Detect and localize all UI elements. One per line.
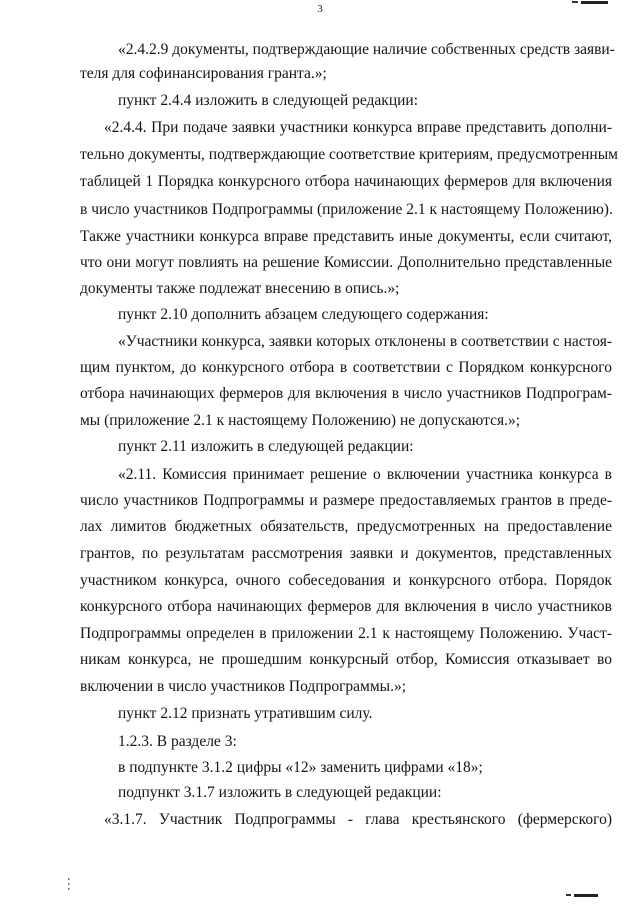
text-line (0, 756, 640, 780)
text-line (0, 675, 640, 699)
scan-edge-dots (68, 878, 70, 890)
text-line (0, 648, 640, 672)
text-line-content: теля для софинансирования гранта.»; (80, 65, 327, 82)
text-line (0, 702, 640, 726)
text-line (0, 463, 640, 487)
text-line-content: Подпрограммы определен в приложении 2.1 к настоящему Положению. Участ- (80, 625, 612, 642)
text-line (0, 198, 640, 222)
text-line (0, 382, 640, 406)
text-line (0, 781, 640, 805)
text-line-content: «Участники конкурса, заявки которых отклонены в соответствии с настоя- (118, 333, 612, 350)
text-line-content: никам конкурса, не прошедшим конкурсный отбор, Комиссия отказывает во (80, 651, 612, 668)
text-line (0, 409, 640, 433)
text-line-content: пункт 2.4.4 изложить в следующей редакции: (118, 92, 419, 109)
text-line (0, 622, 640, 646)
text-line (0, 89, 640, 113)
text-line (0, 277, 640, 301)
text-line-content: документы также подлежат внесению в опись.»; (80, 280, 400, 297)
scan-mark-bottom (566, 893, 604, 898)
text-line (0, 730, 640, 754)
text-line-content: подпункт 3.1.7 изложить в следующей редакции: (118, 784, 442, 801)
text-line (0, 356, 640, 380)
text-line-content: участником конкурса, очного собеседования и конкурсного отбора. Порядок (80, 572, 612, 589)
text-line-content: Также участники конкурса вправе представить иные документы, если считают, (80, 228, 612, 245)
text-line-content: пункт 2.10 дополнить абзацем следующего содержания: (118, 306, 489, 323)
text-line-content: что они могут повлиять на решение Комиссии. Дополнительно представленные (80, 254, 612, 271)
text-line-content: щим пунктом, до конкурсного отбора в соответствии с Порядком конкурсного (80, 359, 612, 376)
text-line (0, 595, 640, 619)
text-line (0, 330, 640, 354)
text-line-content: в число участников Подпрограммы (приложение 2.1 к настоящему Положению). (80, 201, 613, 218)
text-line-content: отбора начинающих фермеров для включения в число участников Подпрограм- (80, 385, 612, 402)
text-line (0, 116, 640, 140)
text-line (0, 489, 640, 513)
text-line (0, 170, 640, 194)
text-line (0, 62, 640, 86)
text-line (0, 435, 640, 459)
text-line-content: конкурсного отбора начинающих фермеров для включения в число участников (80, 598, 612, 615)
text-line (0, 542, 640, 566)
text-line-content: «2.4.2.9 документы, подтверждающие наличие собственных средств заяви- (118, 41, 615, 58)
text-line (0, 515, 640, 539)
text-line (0, 808, 640, 832)
text-line-content: лах лимитов бюджетных обязательств, предусмотренных на предоставление (80, 518, 612, 535)
text-line (0, 38, 640, 62)
text-line-content: пункт 2.12 признать утратившим силу. (118, 705, 373, 722)
text-line-content: грантов, по результатам рассмотрения заявки и документов, представленных (80, 545, 612, 562)
text-line-content: тельно документы, подтверждающие соответствие критериям, предусмотренным (80, 146, 618, 163)
text-line-content: включении в число участников Подпрограммы.»; (80, 678, 407, 695)
text-line-content: число участников Подпрограммы и размере предоставляемых грантов в преде- (80, 492, 612, 509)
text-line-content: в подпункте 3.1.2 цифры «12» заменить цифрами «18»; (118, 759, 483, 776)
text-line-content: пункт 2.11 изложить в следующей редакции: (118, 438, 414, 455)
text-line-content: таблицей 1 Порядка конкурсного отбора начинающих фермеров для включения (80, 173, 612, 190)
text-line-content: «2.11. Комиссия принимает решение о включении участника конкурса в (118, 466, 612, 483)
text-line-content: 1.2.3. В разделе 3: (118, 733, 237, 750)
text-line-content: «3.1.7. Участник Подпрограммы - глава крестьянского (фермерского) (104, 811, 612, 828)
text-line (0, 569, 640, 593)
text-line (0, 143, 640, 167)
text-line-content: «2.4.4. При подаче заявки участники конкурса вправе представить дополни- (104, 119, 612, 136)
text-line (0, 303, 640, 327)
text-line (0, 225, 640, 249)
text-line (0, 251, 640, 275)
scan-mark-top (572, 0, 610, 5)
text-line-content: мы (приложение 2.1 к настоящему Положению) не допускаются.»; (80, 412, 521, 429)
page-number: 3 (317, 3, 323, 15)
